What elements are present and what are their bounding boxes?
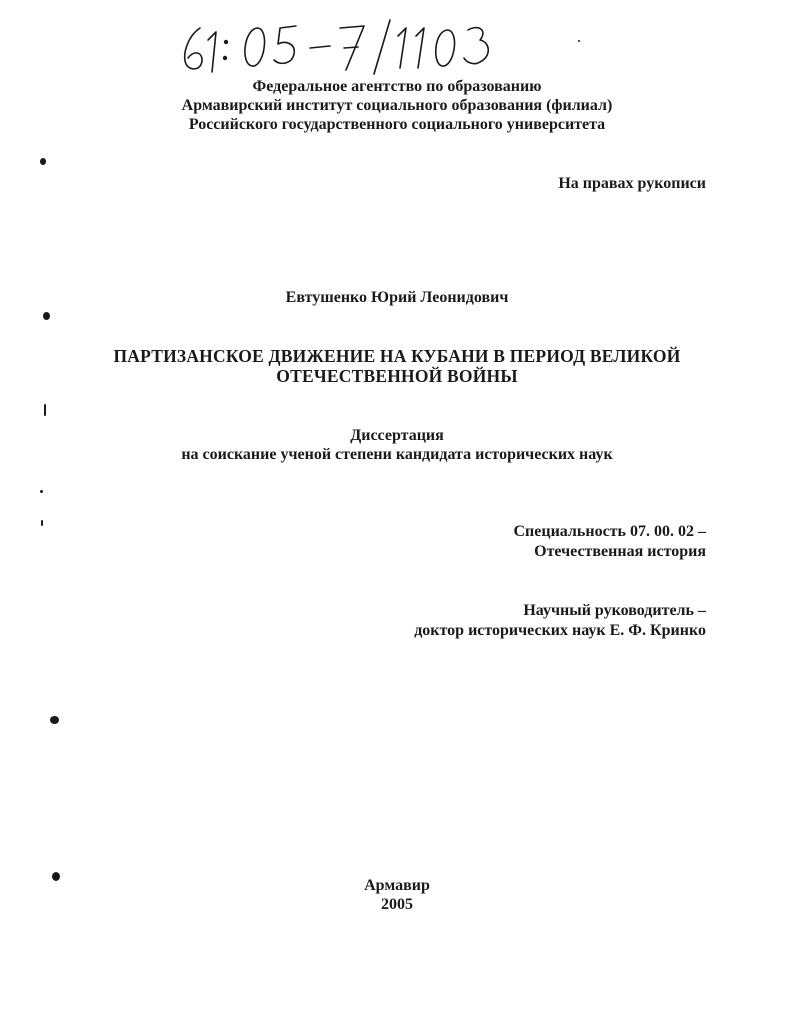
work-type-purpose: на соискание ученой степени кандидата исторических наук — [181, 446, 613, 463]
place: Армавир — [364, 877, 430, 894]
supervisor-name: доктор исторических наук Е. Ф. Кринко — [414, 622, 706, 639]
scan-speck — [40, 158, 46, 165]
specialty-code: Специальность 07. 00. 02 – — [513, 523, 706, 540]
archive-code-text — [498, 14, 499, 15]
year: 2005 — [381, 896, 413, 913]
scan-speck — [578, 40, 580, 42]
dissertation-title-line2: ОТЕЧЕСТВЕННОЙ ВОЙНЫ — [276, 366, 518, 386]
scan-speck — [41, 520, 43, 526]
header-agency: Федеральное агентство по образованию — [252, 78, 542, 95]
header-university: Российского государственного социального университета — [188, 116, 606, 133]
specialty-name: Отечественная история — [534, 543, 706, 560]
scan-speck — [40, 490, 43, 493]
scan-speck — [50, 716, 59, 724]
dissertation-title-line1: ПАРТИЗАНСКОЕ ДВИЖЕНИЕ НА КУБАНИ В ПЕРИОД ВЕЛИКОЙ — [113, 346, 681, 366]
scan-speck — [52, 872, 60, 881]
scan-speck — [43, 312, 50, 320]
work-type-label: Диссертация — [350, 427, 444, 444]
supervisor-label: Научный руководитель – — [523, 602, 706, 619]
scan-speck — [44, 404, 46, 416]
rights-note: На правах рукописи — [558, 175, 706, 192]
handwritten-archive-code-drawing — [178, 14, 498, 76]
author-name: Евтушенко Юрий Леонидович — [285, 289, 509, 306]
header-institute: Армавирский институт социального образования (филиал) — [181, 97, 613, 114]
handwritten-archive-code — [178, 14, 498, 76]
